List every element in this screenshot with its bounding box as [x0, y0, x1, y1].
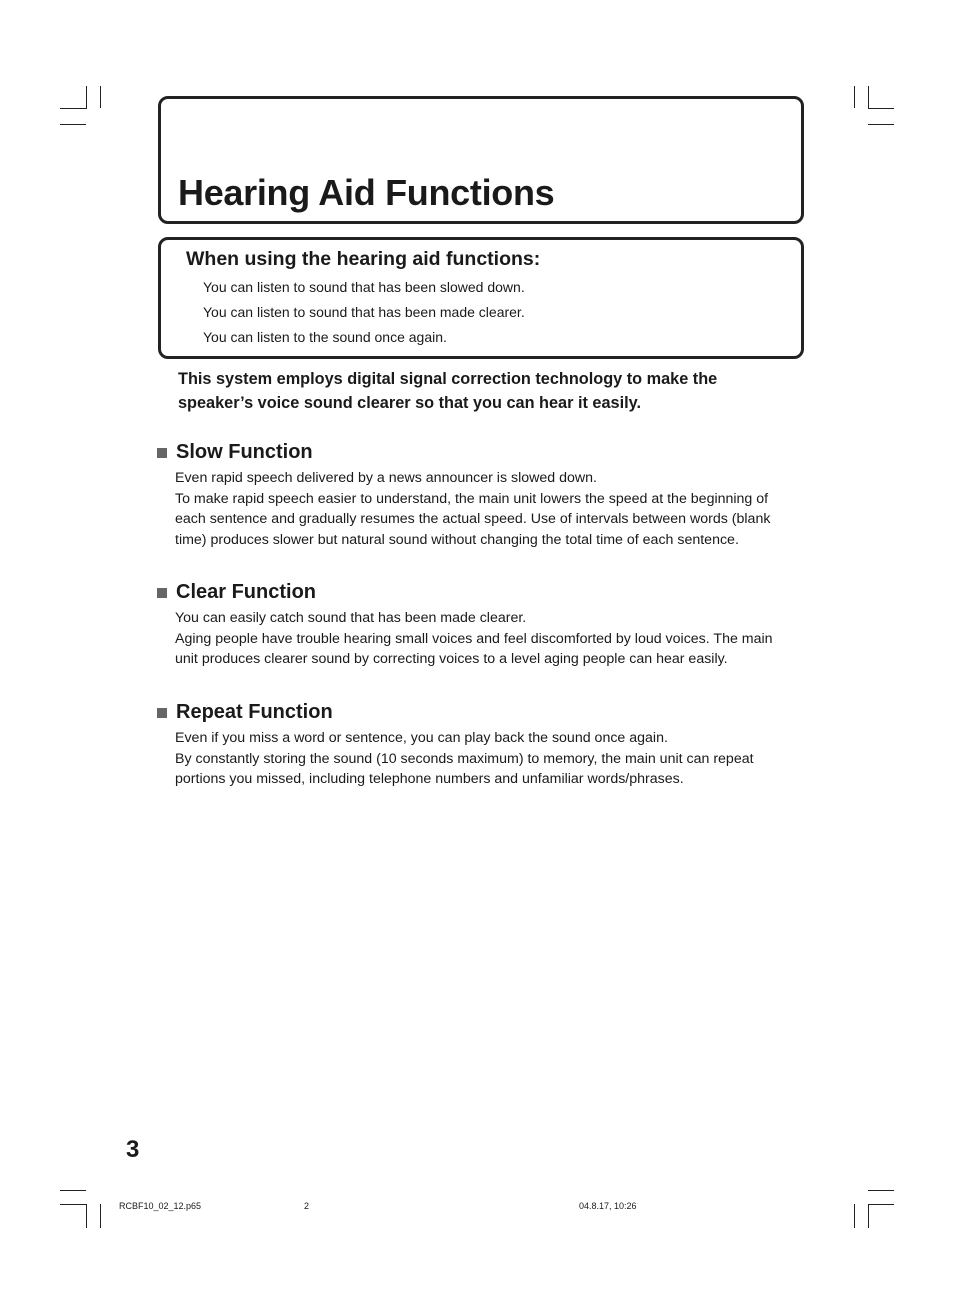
crop-mark: [86, 1204, 87, 1228]
intro-line: This system employs digital signal correction technology to make the: [178, 370, 718, 388]
section-title-text: Clear Function: [176, 581, 317, 603]
square-bullet-icon: [157, 588, 167, 598]
section-body-slow: [175, 468, 800, 550]
section-title-text: Repeat Function: [176, 701, 333, 723]
crop-mark: [60, 108, 87, 109]
crop-mark: [854, 1204, 855, 1228]
body-line: unit produces clearer sound by correcting voices to a level aging people can hear easily.: [175, 651, 728, 667]
footer-filename: RCBF10_02_12.p65: [119, 1201, 202, 1211]
body-line: To make rapid speech easier to understand, the main unit lowers the speed at the beginning of: [175, 490, 769, 507]
section-body-repeat: [175, 728, 800, 790]
square-bullet-icon: [157, 448, 167, 458]
square-bullet-icon: [157, 708, 167, 718]
crop-mark: [60, 1204, 87, 1205]
section-title-clear: [157, 581, 316, 604]
info-item: You can listen to sound that has been slowed down.: [203, 279, 525, 295]
body-line: each sentence and gradually resumes the actual speed. Use of intervals between words (blank: [175, 511, 771, 527]
intro-paragraph: [178, 367, 798, 415]
body-line: You can easily catch sound that has been made clearer.: [175, 610, 527, 626]
section-title-repeat: [157, 701, 333, 724]
body-line: time) produces slower but natural sound without changing the total time of each sentence.: [175, 531, 739, 548]
crop-mark: [868, 86, 869, 108]
crop-mark: [868, 108, 894, 109]
crop-mark: [60, 124, 86, 125]
crop-mark: [868, 124, 894, 125]
crop-mark: [868, 1190, 894, 1191]
body-line: Even rapid speech delivered by a news announcer is slowed down.: [175, 470, 597, 486]
crop-mark: [100, 86, 101, 108]
crop-mark: [86, 86, 87, 108]
info-item: You can listen to sound that has been made clearer.: [203, 304, 525, 320]
body-line: Aging people have trouble hearing small voices and feel discomforted by loud voices. The main: [175, 630, 773, 647]
section-body-clear: [175, 608, 800, 670]
section-title-text: Slow Function: [176, 441, 313, 463]
intro-line: speaker’s voice sound clearer so that you can hear it easily.: [178, 394, 642, 412]
crop-mark: [854, 86, 855, 108]
footer-sheet: 2: [304, 1201, 310, 1211]
page-number: 3: [126, 1136, 140, 1163]
body-line: Even if you miss a word or sentence, you can play back the sound once again.: [175, 730, 668, 746]
body-line: portions you missed, including telephone numbers and unfamiliar words/phrases.: [175, 771, 684, 787]
crop-mark: [868, 1204, 894, 1205]
info-heading: When using the hearing aid functions:: [186, 248, 541, 270]
crop-mark: [100, 1204, 101, 1228]
info-item: You can listen to the sound once again.: [203, 329, 447, 345]
page-title: Hearing Aid Functions: [178, 172, 555, 213]
body-line: By constantly storing the sound (10 seconds maximum) to memory, the main unit can repeat: [175, 750, 754, 767]
section-title-slow: [157, 441, 313, 464]
crop-mark: [868, 1204, 869, 1228]
footer-timestamp: 04.8.17, 10:26: [579, 1201, 637, 1211]
crop-mark: [60, 1190, 86, 1191]
